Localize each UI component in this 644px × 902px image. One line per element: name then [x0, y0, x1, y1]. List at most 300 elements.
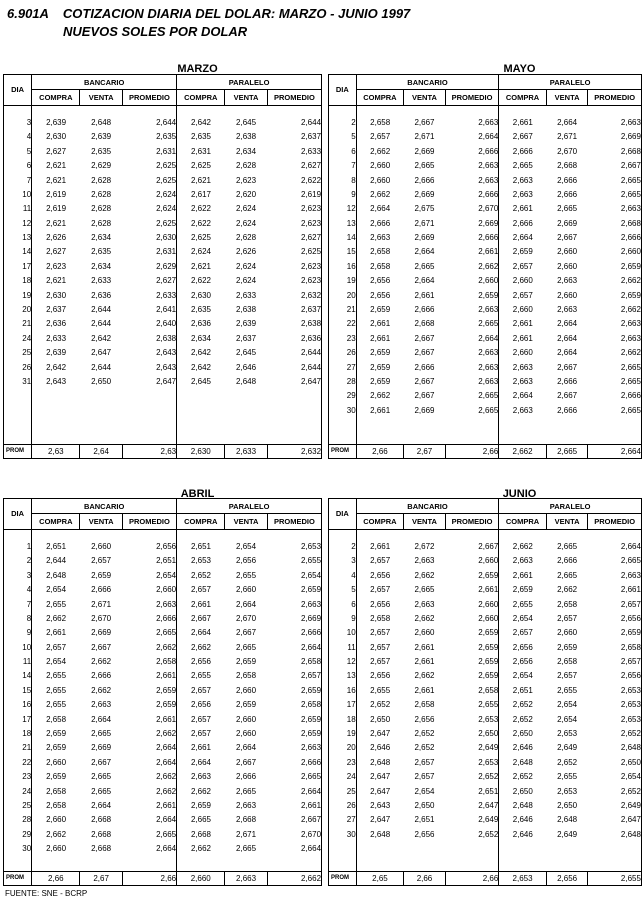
value-cell: 2,666 [414, 175, 435, 185]
value-cell: 2,664 [620, 541, 641, 551]
value-cell: 2,625 [177, 158, 225, 172]
value-cell: 2,655 [236, 570, 257, 580]
value-cell: 2,661 [414, 642, 435, 652]
value-cell: 2,663 [620, 204, 641, 214]
value-cell: 2,663 [620, 570, 641, 580]
day-cell: 8 [4, 611, 32, 625]
day-cell: 24 [4, 331, 32, 345]
value-cell: 2,666 [156, 613, 177, 623]
day-cell: 3 [4, 568, 32, 582]
value-cell: 2,663 [478, 362, 499, 372]
value-cell: 2,631 [177, 144, 225, 158]
value-cell: 2,658 [46, 801, 67, 810]
table-row [329, 712, 642, 726]
day-cell: 16 [329, 683, 357, 697]
value-cell: 2,663 [620, 319, 641, 329]
value-cell: 2,633 [91, 276, 112, 286]
value-cell: 2,634 [91, 261, 112, 271]
day-cell: 18 [4, 726, 32, 740]
value-cell: 2,657 [414, 772, 435, 782]
header-compra: COMPRA [32, 514, 80, 529]
value-cell: 2,662 [557, 585, 578, 595]
value-cell: 2,656 [499, 640, 547, 654]
value-cell: 2,667 [236, 628, 257, 638]
value-cell: 2,663 [499, 187, 547, 201]
table-row [4, 230, 322, 244]
table-row [4, 626, 322, 640]
value-cell: 2,634 [177, 331, 225, 345]
value-cell: 2,659 [301, 714, 322, 724]
value-cell: 2,655 [177, 669, 225, 683]
value-cell: 2,671 [557, 132, 578, 142]
value-cell: 2,656 [370, 570, 391, 580]
day-cell: 30 [4, 841, 32, 855]
value-cell: 2,662 [46, 613, 67, 623]
value-cell: 2,637 [236, 333, 257, 343]
value-cell: 2,622 [301, 175, 322, 185]
value-cell: 2,667 [414, 117, 435, 127]
value-cell: 2,663 [478, 161, 499, 171]
table-row [329, 288, 642, 302]
value-cell: 2,656 [499, 654, 547, 668]
value-cell: 2,629 [91, 161, 112, 171]
value-cell: 2,649 [478, 815, 499, 825]
table-row [329, 554, 642, 568]
average-cell: 2,664 [588, 445, 642, 459]
average-cell: 2,662 [267, 872, 321, 886]
value-cell: 2,644 [46, 556, 67, 566]
value-cell: 2,650 [478, 729, 499, 739]
day-cell: 11 [329, 640, 357, 654]
value-cell: 2,664 [91, 714, 112, 724]
average-cell: 2,66 [445, 872, 499, 886]
value-cell: 2,661 [499, 115, 547, 129]
value-cell: 2,639 [236, 319, 257, 329]
value-cell: 2,663 [236, 801, 257, 810]
value-cell: 2,652 [478, 829, 499, 839]
value-cell: 2,665 [478, 391, 499, 401]
average-cell: 2,66 [32, 872, 80, 886]
value-cell: 2,667 [91, 757, 112, 767]
value-cell: 2,665 [301, 772, 322, 782]
value-cell: 2,667 [177, 611, 225, 625]
value-cell: 2,647 [620, 815, 641, 825]
header-promedio: PROMEDIO [588, 90, 642, 105]
value-cell: 2,667 [557, 233, 578, 243]
value-cell: 2,665 [414, 585, 435, 595]
day-cell: 7 [4, 173, 32, 187]
value-cell: 2,628 [91, 175, 112, 185]
value-cell: 2,637 [301, 132, 322, 142]
value-cell: 2,665 [557, 541, 578, 551]
table-row [329, 216, 642, 230]
value-cell: 2,655 [499, 597, 547, 611]
value-cell: 2,648 [91, 117, 112, 127]
value-cell: 2,662 [620, 305, 641, 315]
average-cell: 2,63 [122, 445, 176, 459]
value-cell: 2,665 [236, 844, 257, 854]
value-cell: 2,643 [370, 801, 391, 810]
value-cell: 2,634 [236, 146, 257, 156]
day-cell: 12 [4, 216, 32, 230]
table-row [4, 669, 322, 683]
header-promedio: PROMEDIO [122, 90, 176, 105]
value-cell: 2,669 [301, 613, 322, 623]
value-cell: 2,625 [156, 161, 177, 171]
table-row [4, 726, 322, 740]
table-row [329, 302, 642, 316]
value-cell: 2,662 [499, 539, 547, 553]
day-cell: 14 [4, 669, 32, 683]
value-cell: 2,660 [478, 613, 499, 623]
value-cell: 2,633 [236, 290, 257, 300]
value-cell: 2,665 [91, 786, 112, 796]
value-cell: 2,660 [156, 585, 177, 595]
value-cell: 2,663 [499, 403, 547, 417]
value-cell: 2,658 [301, 657, 322, 667]
header-compra: COMPRA [356, 90, 404, 105]
month-label-marzo: MARZO [177, 63, 218, 75]
value-cell: 2,651 [414, 815, 435, 825]
value-cell: 2,657 [91, 556, 112, 566]
average-cell: 2,662 [499, 445, 547, 459]
value-cell: 2,659 [478, 671, 499, 681]
value-cell: 2,621 [46, 175, 67, 185]
value-cell: 2,670 [557, 146, 578, 156]
table-row [329, 726, 642, 740]
header-promedio: PROMEDIO [267, 90, 321, 105]
table-row [329, 230, 642, 244]
value-cell: 2,652 [499, 712, 547, 726]
value-cell: 2,660 [46, 757, 67, 767]
day-cell: 17 [4, 259, 32, 273]
day-cell: 30 [329, 827, 357, 841]
day-cell: 13 [329, 216, 357, 230]
day-cell: 21 [4, 317, 32, 331]
month-label-junio: JUNIO [502, 488, 537, 500]
value-cell: 2,654 [499, 611, 547, 625]
value-cell: 2,665 [414, 161, 435, 171]
table-row [4, 827, 322, 841]
value-cell: 2,664 [156, 844, 177, 854]
table-row [4, 115, 322, 129]
value-cell: 2,660 [478, 599, 499, 609]
day-cell: 18 [4, 274, 32, 288]
value-cell: 2,658 [557, 599, 578, 609]
value-cell: 2,619 [301, 189, 322, 199]
value-cell: 2,653 [301, 541, 322, 551]
value-cell: 2,662 [156, 642, 177, 652]
value-cell: 2,656 [370, 276, 391, 286]
value-cell: 2,668 [620, 218, 641, 228]
value-cell: 2,664 [478, 132, 499, 142]
value-cell: 2,666 [414, 362, 435, 372]
value-cell: 2,665 [478, 405, 499, 415]
value-cell: 2,662 [177, 640, 225, 654]
average-cell: 2,67 [80, 872, 122, 886]
value-cell: 2,621 [46, 276, 67, 286]
value-cell: 2,668 [91, 815, 112, 825]
day-cell: 27 [329, 360, 357, 374]
value-cell: 2,652 [478, 772, 499, 782]
average-cell: 2,655 [588, 872, 642, 886]
value-cell: 2,648 [499, 798, 547, 812]
day-cell: 6 [4, 158, 32, 172]
header-compra: COMPRA [499, 514, 547, 529]
value-cell: 2,638 [301, 319, 322, 329]
value-cell: 2,633 [156, 290, 177, 300]
value-cell: 2,659 [478, 290, 499, 300]
value-cell: 2,621 [46, 218, 67, 228]
header-paralelo: PARALELO [177, 499, 322, 514]
table-row [4, 640, 322, 654]
value-cell: 2,625 [156, 175, 177, 185]
table-row [329, 389, 642, 403]
value-cell: 2,652 [499, 770, 547, 784]
day-cell: 4 [4, 582, 32, 596]
value-cell: 2,643 [156, 348, 177, 358]
value-cell: 2,627 [46, 247, 67, 257]
value-cell: 2,627 [156, 276, 177, 286]
table-row [4, 755, 322, 769]
value-cell: 2,659 [156, 700, 177, 710]
value-cell: 2,667 [236, 757, 257, 767]
value-cell: 2,664 [557, 319, 578, 329]
value-cell: 2,637 [46, 305, 67, 315]
value-cell: 2,650 [91, 377, 112, 386]
value-cell: 2,643 [156, 362, 177, 372]
value-cell: 2,659 [46, 772, 67, 782]
value-cell: 2,659 [301, 585, 322, 595]
value-cell: 2,663 [370, 233, 391, 243]
value-cell: 2,667 [620, 161, 641, 171]
value-cell: 2,665 [156, 829, 177, 839]
table-row [4, 130, 322, 144]
table-row [4, 144, 322, 158]
table-row [329, 346, 642, 360]
value-cell: 2,664 [557, 348, 578, 358]
value-cell: 2,666 [478, 146, 499, 156]
average-row [329, 872, 642, 886]
day-cell: 23 [329, 755, 357, 769]
table-row [4, 798, 322, 812]
value-cell: 2,648 [370, 829, 391, 839]
value-cell: 2,660 [499, 346, 547, 360]
value-cell: 2,660 [370, 161, 391, 171]
value-cell: 2,630 [46, 132, 67, 142]
value-cell: 2,656 [370, 671, 391, 681]
value-cell: 2,657 [370, 628, 391, 638]
value-cell: 2,666 [557, 377, 578, 386]
value-cell: 2,659 [620, 261, 641, 271]
header-dia: DIA [4, 75, 32, 106]
value-cell: 2,654 [620, 772, 641, 782]
header-dia: DIA [4, 499, 32, 530]
value-cell: 2,663 [478, 117, 499, 127]
value-cell: 2,661 [177, 741, 225, 755]
value-cell: 2,648 [620, 743, 641, 753]
header-compra: COMPRA [177, 514, 225, 529]
day-cell: 22 [4, 755, 32, 769]
value-cell: 2,657 [177, 726, 225, 740]
value-cell: 2,665 [620, 405, 641, 415]
value-cell: 2,624 [156, 204, 177, 214]
value-cell: 2,647 [91, 348, 112, 358]
table-row [4, 360, 322, 374]
day-cell: 11 [4, 654, 32, 668]
value-cell: 2,662 [91, 685, 112, 695]
value-cell: 2,624 [236, 261, 257, 271]
value-cell: 2,628 [91, 189, 112, 199]
value-cell: 2,625 [301, 247, 322, 257]
value-cell: 2,666 [557, 175, 578, 185]
value-cell: 2,659 [46, 729, 67, 739]
table-row [4, 683, 322, 697]
value-cell: 2,667 [478, 541, 499, 551]
value-cell: 2,624 [236, 204, 257, 214]
value-cell: 2,661 [414, 685, 435, 695]
day-cell: 14 [329, 230, 357, 244]
table-row [329, 115, 642, 129]
value-cell: 2,619 [46, 204, 67, 214]
value-cell: 2,659 [499, 582, 547, 596]
value-cell: 2,668 [91, 829, 112, 839]
value-cell: 2,624 [236, 218, 257, 228]
value-cell: 2,652 [414, 743, 435, 753]
value-cell: 2,665 [478, 319, 499, 329]
value-cell: 2,659 [370, 362, 391, 372]
value-cell: 2,663 [177, 770, 225, 784]
day-cell: 20 [329, 741, 357, 755]
table-row [329, 317, 642, 331]
value-cell: 2,621 [46, 161, 67, 171]
value-cell: 2,662 [370, 146, 391, 156]
value-cell: 2,651 [46, 541, 67, 551]
header-promedio: PROMEDIO [267, 514, 321, 529]
day-cell: 28 [4, 813, 32, 827]
average-cell: 2,66 [356, 445, 404, 459]
day-cell: 25 [329, 784, 357, 798]
day-cell: 27 [329, 813, 357, 827]
value-cell: 2,662 [156, 772, 177, 782]
table-row [329, 130, 642, 144]
day-cell: 3 [4, 115, 32, 129]
value-cell: 2,650 [499, 726, 547, 740]
value-cell: 2,663 [301, 599, 322, 609]
value-cell: 2,659 [478, 628, 499, 638]
value-cell: 2,658 [46, 786, 67, 796]
value-cell: 2,659 [236, 700, 257, 710]
value-cell: 2,660 [557, 628, 578, 638]
day-cell: 5 [329, 582, 357, 596]
average-cell: 2,66 [404, 872, 446, 886]
day-cell: 28 [329, 374, 357, 388]
value-cell: 2,647 [301, 377, 322, 386]
value-cell: 2,672 [414, 541, 435, 551]
value-cell: 2,654 [236, 541, 257, 551]
value-cell: 2,622 [177, 274, 225, 288]
value-cell: 2,665 [620, 189, 641, 199]
value-cell: 2,625 [156, 218, 177, 228]
value-cell: 2,663 [478, 305, 499, 315]
value-cell: 2,654 [46, 585, 67, 595]
value-cell: 2,635 [91, 146, 112, 156]
abril-table [3, 498, 322, 886]
table-title: 6.901A COTIZACION DIARIA DEL DOLAR: MARZO - JUNIO 1997 [7, 6, 411, 21]
value-cell: 2,661 [156, 801, 177, 810]
header-compra: COMPRA [177, 90, 225, 105]
value-cell: 2,662 [156, 786, 177, 796]
value-cell: 2,628 [236, 161, 257, 171]
day-cell: 9 [329, 611, 357, 625]
value-cell: 2,654 [156, 570, 177, 580]
value-cell: 2,663 [557, 305, 578, 315]
table-row [4, 245, 322, 259]
value-cell: 2,660 [370, 175, 391, 185]
value-cell: 2,658 [46, 714, 67, 724]
value-cell: 2,654 [46, 657, 67, 667]
day-cell: 7 [329, 158, 357, 172]
value-cell: 2,671 [91, 599, 112, 609]
value-cell: 2,653 [557, 729, 578, 739]
value-cell: 2,652 [620, 786, 641, 796]
value-cell: 2,664 [301, 844, 322, 854]
value-cell: 2,638 [156, 333, 177, 343]
value-cell: 2,634 [91, 233, 112, 243]
value-cell: 2,629 [156, 261, 177, 271]
value-cell: 2,663 [499, 554, 547, 568]
day-cell: 29 [4, 827, 32, 841]
value-cell: 2,660 [499, 302, 547, 316]
value-cell: 2,670 [301, 829, 322, 839]
value-cell: 2,661 [499, 202, 547, 216]
value-cell: 2,633 [301, 146, 322, 156]
value-cell: 2,666 [478, 189, 499, 199]
header-compra: COMPRA [499, 90, 547, 105]
value-cell: 2,636 [91, 290, 112, 300]
value-cell: 2,669 [414, 405, 435, 415]
value-cell: 2,661 [478, 585, 499, 595]
value-cell: 2,636 [301, 333, 322, 343]
value-cell: 2,669 [91, 628, 112, 638]
day-cell: 14 [4, 245, 32, 259]
value-cell: 2,661 [499, 317, 547, 331]
value-cell: 2,648 [370, 757, 391, 767]
value-cell: 2,619 [46, 189, 67, 199]
value-cell: 2,645 [236, 117, 257, 127]
value-cell: 2,659 [478, 642, 499, 652]
day-cell: 23 [4, 770, 32, 784]
value-cell: 2,671 [414, 132, 435, 142]
table-row [4, 654, 322, 668]
value-cell: 2,661 [370, 319, 391, 329]
value-cell: 2,651 [499, 683, 547, 697]
value-cell: 2,647 [370, 786, 391, 796]
value-cell: 2,663 [499, 374, 547, 388]
day-cell: 19 [329, 726, 357, 740]
table-row [329, 698, 642, 712]
header-compra: COMPRA [32, 90, 80, 105]
value-cell: 2,657 [370, 585, 391, 595]
value-cell: 2,630 [156, 233, 177, 243]
value-cell: 2,667 [499, 130, 547, 144]
day-cell: 25 [4, 346, 32, 360]
day-cell: 15 [329, 245, 357, 259]
table-row [4, 187, 322, 201]
value-cell: 2,632 [301, 290, 322, 300]
value-cell: 2,663 [414, 599, 435, 609]
value-cell: 2,651 [177, 539, 225, 553]
